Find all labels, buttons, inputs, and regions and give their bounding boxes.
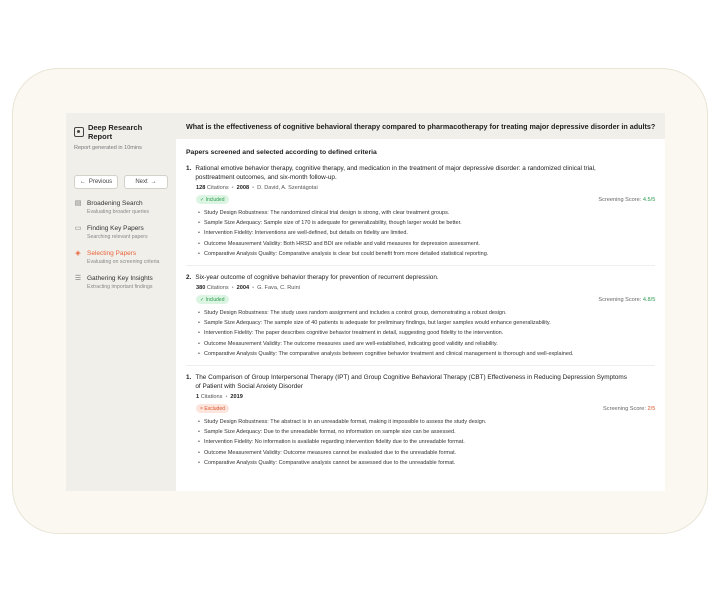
- status-row: [196, 195, 655, 204]
- status-row: [196, 295, 655, 304]
- step-title: Broadening Search: [87, 200, 143, 207]
- criteria-item: • Intervention Fidelity: No information is available regarding intervention fidelity due to the unreadable format.: [199, 437, 655, 447]
- paper-meta: 380 Citations • 2004 • G. Fava, C. Ruini: [196, 285, 300, 292]
- paper-year: 2004: [236, 285, 250, 292]
- step-desc: Evaluating on screening criteria: [87, 259, 160, 265]
- criteria-item: • Study Design Robustness: The abstract is in an unreadable format, making it impossible to assess the study design.: [199, 417, 655, 427]
- previous-button[interactable]: ← Previous: [74, 175, 118, 189]
- criteria-list: [199, 417, 655, 468]
- paper-meta: 128 Citations • 2008 • D. David, A. Szentágotai: [196, 185, 318, 191]
- citation-count: 380: [196, 285, 206, 292]
- criteria-item: • Comparative Analysis Quality: The comparative analysis between cognitive behavior treatment and clinical management is thorough and well-explained.: [199, 349, 655, 359]
- step-text: [87, 224, 148, 240]
- sidebar: [66, 113, 176, 491]
- criteria-item: • Sample Size Adequacy: Due to the unreadable format, no information on sample size can be assessed.: [199, 427, 655, 437]
- step-title: Finding Key Papers: [87, 225, 144, 232]
- step-title: Gathering Key Insights: [87, 275, 153, 282]
- criteria-item: • Outcome Measurement Validity: Both HRSD and BDI are reliable and valid measures for depression assessment.: [199, 239, 655, 249]
- screening-score: Screening Score: 2/5: [603, 405, 656, 412]
- paper-title-text: The Comparison of Group Interpersonal Therapy (IPT) and Group Cognitive Behavioral Therapy (CBT) Effectiveness in Reducing Depression Symptoms of Patient with Social Anxiety Disorder: [195, 374, 627, 391]
- step-list: [74, 199, 168, 290]
- paper-authors: G. Fava, C. Ruini: [257, 285, 300, 292]
- paper-title[interactable]: [186, 273, 655, 282]
- report-subtitle: Report generated in 10mins: [74, 145, 142, 151]
- criteria-item: • Sample Size Adequacy: The sample size of 40 patients is adequate for preliminary findings, but larger samples would enhance generalizability.: [199, 318, 655, 328]
- paper-number: 1.: [186, 165, 192, 172]
- check-icon: ✓: [200, 296, 206, 303]
- paper-year: 2019: [230, 394, 243, 401]
- arrow-left-icon: ←: [79, 179, 86, 185]
- pager: [74, 175, 168, 189]
- paper-year: 2008: [236, 185, 250, 191]
- step-text: [87, 199, 149, 215]
- citation-count: 128: [196, 185, 206, 191]
- score-value: 4.5/5: [642, 196, 656, 203]
- paper-card: [186, 273, 655, 366]
- close-icon: ×: [200, 405, 205, 412]
- paper-number: 1.: [186, 374, 192, 382]
- citations-label: Citations: [200, 394, 223, 401]
- status-badge: ✓ Included: [196, 195, 229, 204]
- criteria-item: • Outcome Measurement Validity: The outcome measures used are well-established, indicating good validity and reliability.: [199, 339, 655, 349]
- report-title: Deep Research Report: [87, 123, 143, 141]
- step-item[interactable]: [74, 274, 168, 290]
- paper-authors: D. David, A. Szentágotai: [257, 185, 318, 191]
- paper-title[interactable]: [186, 373, 655, 391]
- screening-score: Screening Score: 4.5/5: [598, 196, 656, 203]
- document-icon: ▤: [74, 200, 82, 207]
- papers-content: [176, 139, 665, 481]
- screening-score: Screening Score: 4.8/5: [598, 296, 656, 303]
- step-item[interactable]: [74, 199, 168, 215]
- paper-number: 2.: [186, 274, 192, 282]
- criteria-item: • Study Design Robustness: The randomized clinical trial design is strong, with clear treatment groups.: [199, 208, 655, 218]
- criteria-item: • Outcome Measurement Validity: Outcome measures cannot be evaluated due to the unreadable format.: [199, 448, 655, 458]
- step-item[interactable]: [74, 249, 168, 265]
- step-desc: Evaluating broader queries: [87, 209, 150, 215]
- step-item[interactable]: [74, 224, 168, 240]
- criteria-list: [199, 208, 655, 259]
- step-desc: Searching relevant papers: [87, 234, 148, 240]
- criteria-list: [199, 308, 655, 359]
- criteria-item: • Study Design Robustness: The study uses random assignment and includes a control group, demonstrating a robust design.: [199, 308, 655, 318]
- score-value: 4.8/5: [642, 296, 656, 303]
- step-text: [87, 249, 159, 265]
- paper-card: [186, 164, 655, 266]
- criteria-item: • Intervention Fidelity: The paper describes cognitive behavior treatment in detail, suggesting good fidelity to the intervention.: [199, 328, 655, 338]
- section-title: Papers screened and selected according to defined criteria: [186, 149, 377, 156]
- folder-icon: ▭: [74, 225, 82, 232]
- brand: [74, 123, 168, 141]
- paper-list: [186, 164, 655, 474]
- status-badge: × Excluded: [196, 404, 229, 413]
- citation-count: 1: [196, 394, 200, 401]
- check-icon: ✓: [200, 196, 206, 203]
- app-window: [66, 113, 654, 491]
- main-panel: [176, 113, 665, 491]
- criteria-item: • Comparative Analysis Quality: Comparative analysis is clear but could benefit from more detailed statistical reporting.: [199, 249, 655, 259]
- paper-title-text: Rational emotive behavior therapy, cognitive therapy, and medication in the treatment of major depressive disorder: a randomized clinical trial, posttreatment outcomes, and six-month follow-up.: [195, 165, 596, 181]
- criteria-item: • Intervention Fidelity: Interventions are well-defined, but details on fidelity are limited.: [199, 228, 655, 238]
- research-question: What is the effectiveness of cognitive behavioral therapy compared to pharmacotherapy for treating major depressive disorder in adults?: [176, 113, 665, 139]
- score-value: 2/5: [647, 405, 656, 412]
- step-title: Selecting Papers: [87, 250, 137, 257]
- criteria-item: • Comparative Analysis Quality: Comparative analysis cannot be assessed due to the unreadable format.: [199, 458, 655, 468]
- status-row: [196, 404, 655, 413]
- arrow-right-icon: →: [150, 179, 157, 185]
- paper-title-text: Six-year outcome of cognitive behavior therapy for prevention of recurrent depression.: [195, 274, 439, 282]
- status-badge: ✓ Included: [196, 295, 229, 304]
- list-icon: ☰: [74, 275, 82, 282]
- scan-icon: [74, 127, 84, 137]
- paper-title[interactable]: [186, 164, 655, 182]
- layers-icon: ◈: [75, 250, 81, 257]
- step-desc: Extracting important findings: [87, 284, 153, 290]
- citations-label: Citations: [206, 285, 229, 292]
- step-text: [87, 274, 153, 290]
- paper-meta: 1 Citations • 2019: [196, 394, 243, 401]
- citations-label: Citations: [206, 185, 229, 191]
- next-button[interactable]: Next →: [124, 175, 168, 189]
- criteria-item: • Sample Size Adequacy: Sample size of 170 is adequate for generalizability, though larger would be better.: [199, 218, 655, 228]
- paper-card: [186, 373, 655, 474]
